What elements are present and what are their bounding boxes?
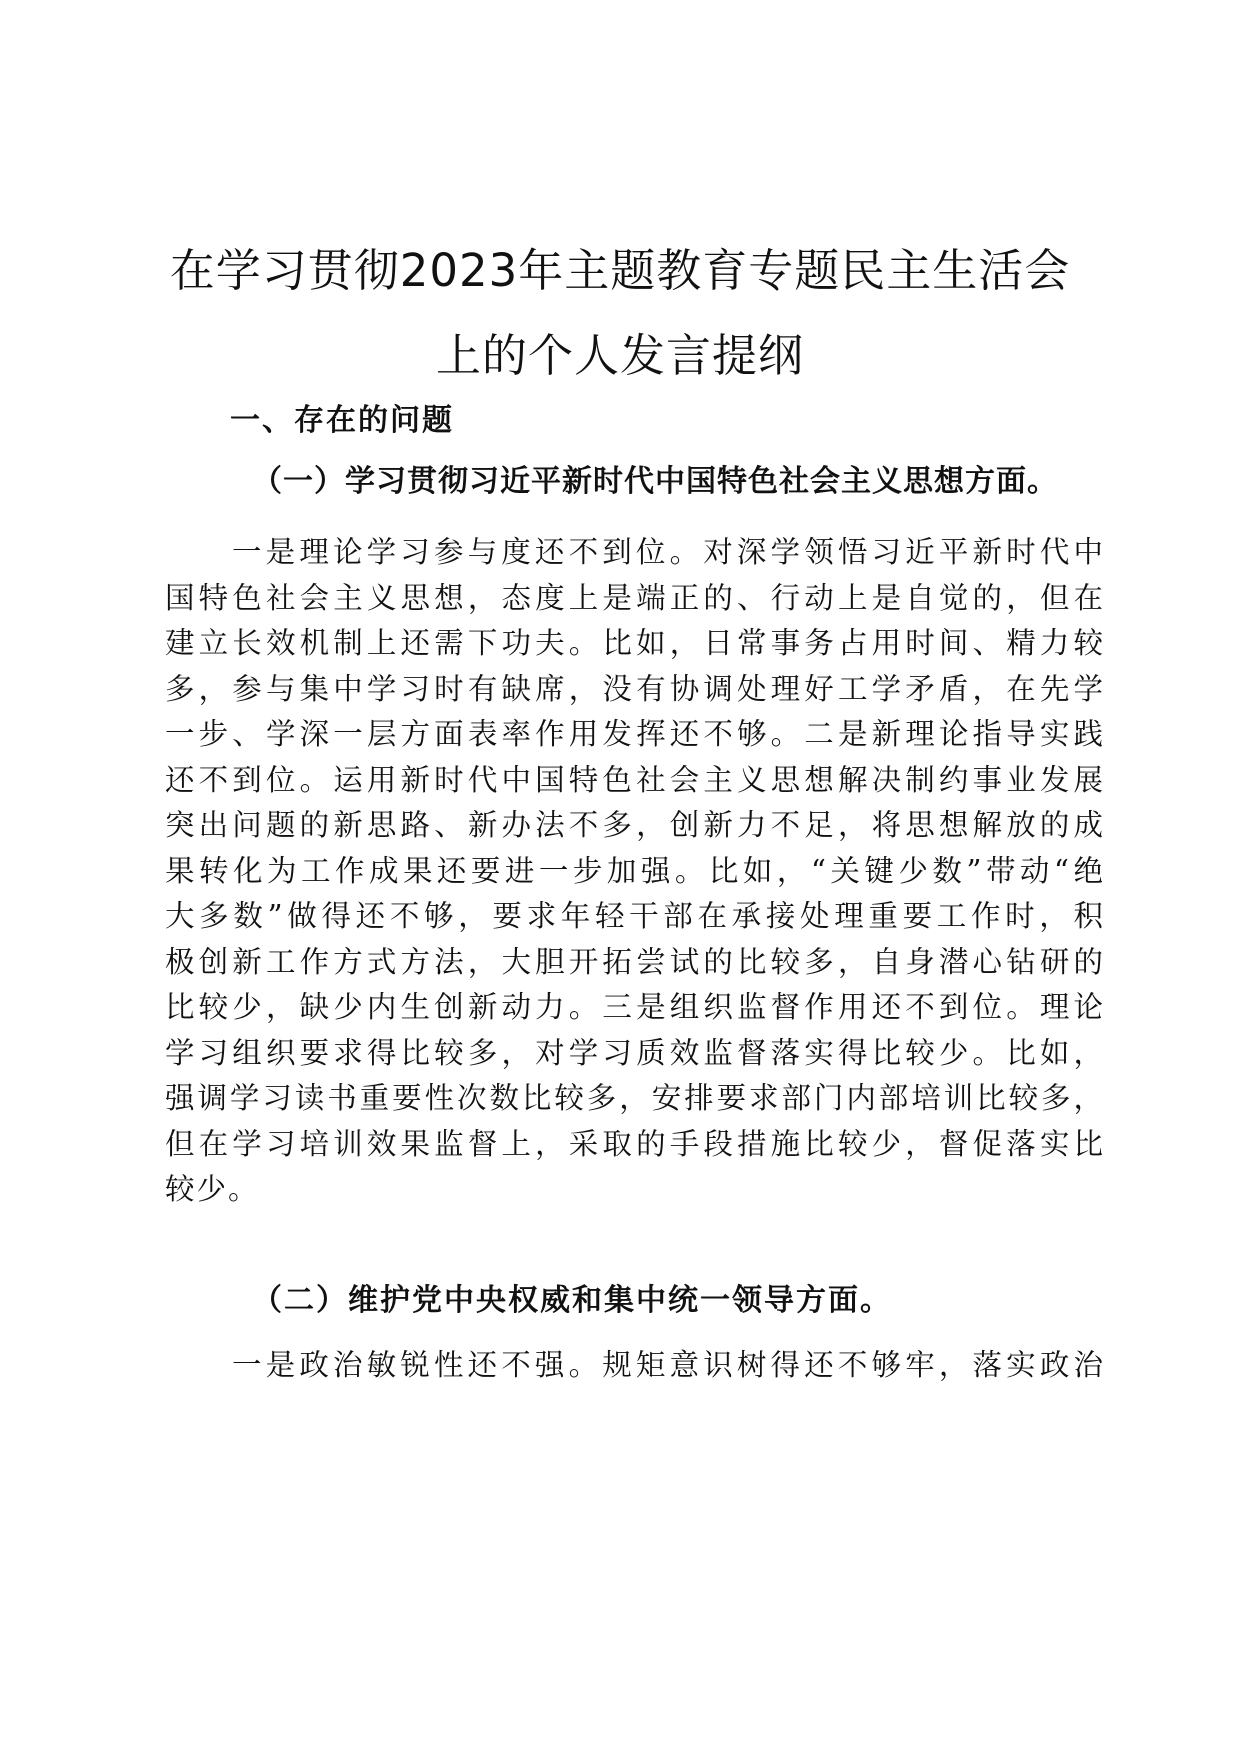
body-paragraph-1 — [165, 530, 1105, 1213]
paragraph-line: 一是政治敏锐性还不强。规矩意识树得还不够牢，落实政治 — [232, 1348, 1105, 1382]
paragraph-line: 建立长效机制上还需下功夫。比如，日常事务占用时间、精力较 — [165, 626, 1105, 660]
paragraph-line: 多，参与集中学习时有缺席，没有协调处理好工学矛盾，在先学 — [165, 671, 1105, 706]
paragraph-line: 还不到位。运用新时代中国特色社会主义思想解决制约事业发展 — [165, 762, 1105, 797]
paragraph-line: 国特色社会主义思想，态度上是端正的、行动上是自觉的，但在 — [165, 580, 1105, 615]
paragraph-line: 极创新工作方式方法，大胆开拓尝试的比较多，自身潜心钻研的 — [165, 944, 1105, 979]
paragraph-line: 一步、学深一层方面表率作用发挥还不够。二是新理论指导实践 — [165, 717, 1105, 751]
section-heading-problems: 一、存在的问题 — [230, 403, 454, 438]
paragraph-line: 突出问题的新思路、新办法不多，创新力不足，将思想解放的成 — [165, 808, 1105, 842]
paragraph-line: 果转化为工作成果还要进一步加强。比如，“关键少数”带动“绝 — [165, 853, 1105, 888]
paragraph-line: 学习组织要求得比较多，对学习质效监督落实得比较少。比如， — [165, 1035, 1105, 1070]
body-paragraph-2 — [165, 1343, 1105, 1389]
paragraph-line: 较少。 — [165, 1172, 260, 1206]
paragraph-line: 一是理论学习参与度还不到位。对深学领悟习近平新时代中 — [232, 535, 1105, 569]
document-title-line-2: 上的个人发言提纲 — [435, 329, 804, 382]
subsection-heading-2: （二）维护党中央权威和集中统一领导方面。 — [252, 1283, 892, 1318]
subsection-heading-1: （一）学习贯彻习近平新时代中国特色社会主义思想方面。 — [252, 464, 1058, 499]
paragraph-line: 大多数”做得还不够，要求年轻干部在承接处理重要工作时，积 — [165, 899, 1105, 933]
paragraph-line: 强调学习读书重要性次数比较多，安排要求部门内部培训比较多， — [165, 1081, 1105, 1115]
paragraph-line: 但在学习培训效果监督上，采取的手段措施比较少，督促落实比 — [165, 1126, 1105, 1161]
document-title-line-1: 在学习贯彻2023年主题教育专题民主生活会 — [169, 244, 1071, 297]
paragraph-line: 比较少，缺少内生创新动力。三是组织监督作用还不到位。理论 — [165, 990, 1105, 1024]
